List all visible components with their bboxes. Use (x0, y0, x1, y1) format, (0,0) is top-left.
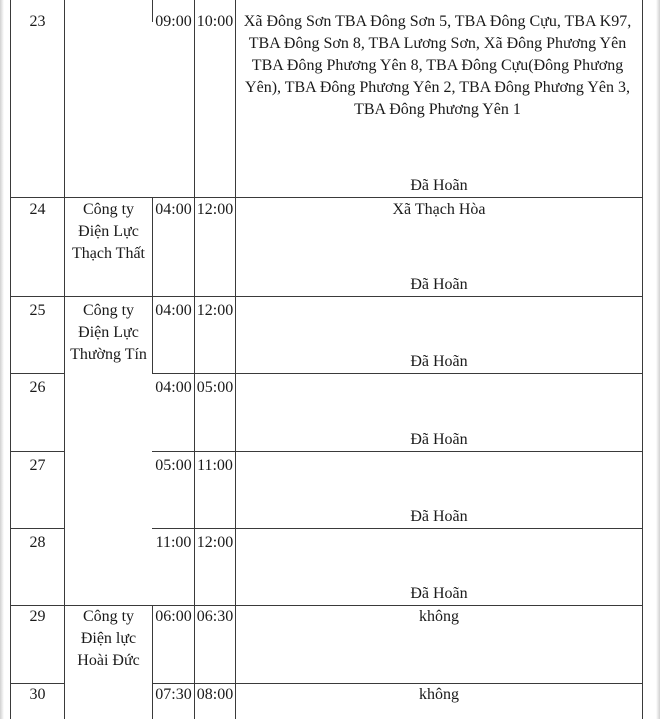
unit-name (65, 199, 152, 265)
row-divider (10, 451, 65, 452)
status-text: Đã Hoãn (410, 431, 468, 448)
end-time: 06:30 (196, 608, 234, 625)
start-time: 04:00 (155, 201, 192, 218)
row-number: 24 (29, 201, 46, 218)
start-time: 05:00 (155, 457, 192, 474)
end-time: 12:00 (196, 534, 234, 551)
unit-name-line: Điện Lực (78, 223, 139, 240)
unit-name (65, 300, 152, 366)
row-divider (10, 296, 643, 297)
unit-name-line: Công ty (82, 302, 135, 319)
start-time: 06:00 (155, 608, 192, 625)
row-number: 23 (29, 13, 46, 30)
col-divider (152, 197, 153, 374)
row-number: 30 (29, 686, 46, 703)
affected-area: không (419, 608, 459, 625)
affected-area: Xã Thạch Hòa (392, 201, 486, 218)
page-shadow-right (656, 0, 660, 719)
status-text: Đã Hoãn (410, 508, 468, 525)
start-time: 07:30 (155, 686, 192, 703)
end-time: 12:00 (196, 302, 234, 319)
status-text: Đã Hoãn (410, 353, 468, 370)
unit-name-line: Thường Tín (70, 346, 147, 363)
unit-name-line: Hoài Đức (77, 652, 140, 669)
row-divider (10, 373, 65, 374)
end-time: 12:00 (196, 201, 234, 218)
row-number: 29 (29, 608, 46, 625)
start-time: 04:00 (155, 379, 192, 396)
row-number: 27 (29, 457, 46, 474)
row-divider (152, 451, 643, 452)
status-text: Đã Hoãn (410, 177, 468, 194)
page-shadow-left (0, 0, 4, 719)
row-divider (152, 373, 643, 374)
row-divider (10, 528, 65, 529)
row-number: 25 (29, 302, 46, 319)
unit-name-line: Công ty (82, 608, 135, 625)
row-divider (10, 197, 643, 198)
end-time: 08:00 (196, 686, 234, 703)
unit-name-line: Công ty (82, 201, 135, 218)
unit-name (65, 606, 152, 672)
row-number: 26 (29, 379, 46, 396)
col-divider (642, 0, 643, 719)
row-divider (152, 528, 643, 529)
affected-area: Xã Đông Sơn TBA Đông Sơn 5, TBA Đông Cựu, TBA K97, TBA Đông Sơn 8, TBA Lương Sơn, Xã Đông Phương Yên TBA Đông Phương Yên 8, TBA Đông Cựu(Đông Phương Yên), TBA Đông Phương Yên 2, TBA Đông Phương Yên 3, TBA Đông Phương Yên 1 (243, 13, 632, 118)
affected-area: không (419, 686, 459, 703)
status-text: Đã Hoãn (410, 276, 468, 293)
start-time: 11:00 (155, 534, 192, 551)
start-time: 09:00 (155, 13, 192, 30)
unit-name-line: Điện Lực (78, 324, 139, 341)
unit-name-line: Điện lực (80, 630, 137, 647)
end-time: 11:00 (197, 457, 233, 474)
unit-name-line: Thạch Thất (71, 245, 145, 262)
start-time: 04:00 (155, 302, 192, 319)
end-time: 10:00 (196, 13, 234, 30)
status-text: Đã Hoãn (410, 585, 468, 602)
end-time: 05:00 (196, 379, 234, 396)
row-number: 28 (29, 534, 46, 551)
